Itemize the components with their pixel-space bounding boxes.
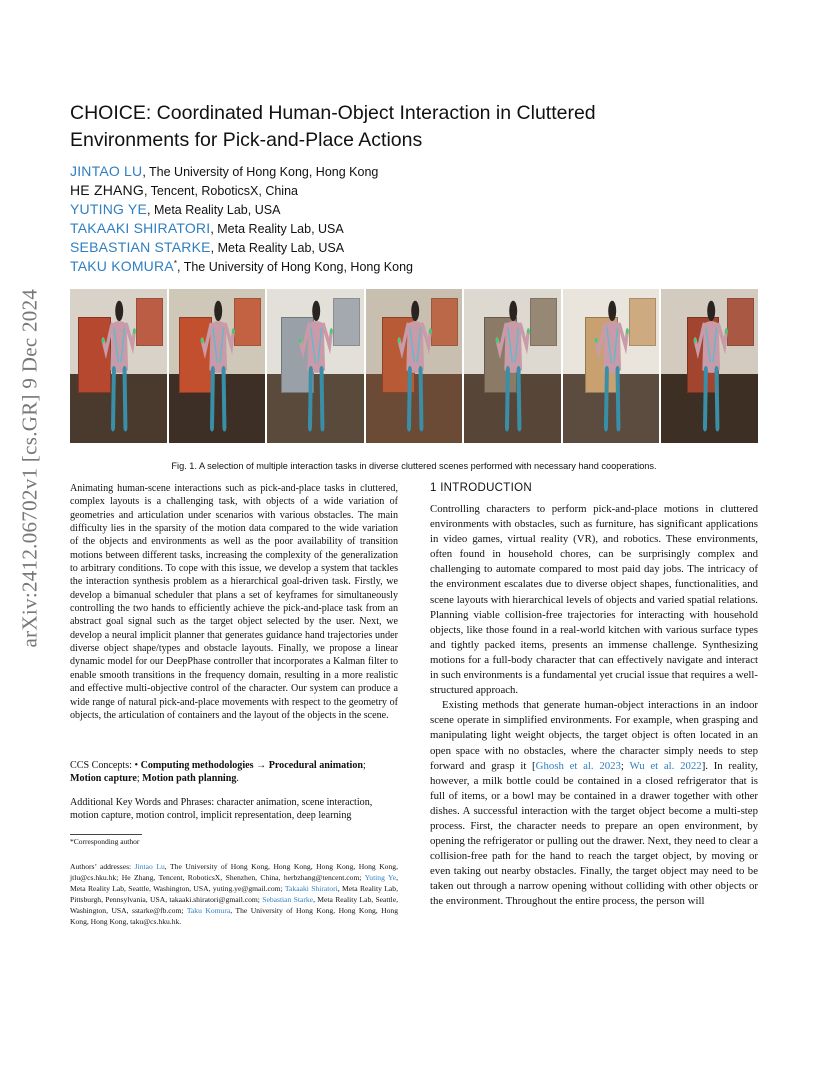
author-affiliation: , The University of Hong Kong, Hong Kong bbox=[176, 260, 413, 274]
author-line bbox=[70, 163, 378, 179]
text-run: ]. In reality, however, a milk bottle could be contained in a closed refrigerator that is full of items, or a bowl may be contained in a drawer together with other dishes. A successful interaction with the target object become a multi-step process. First, the character needs to prepare an open environment, by opening the refrigerator or pulling out the drawer. Next, they need to clear a collision-free path for the hand to reach the target object, by moving or even taking out nearby obstacles. Finally, the target object may need to be taken out through a narrow opening without colliding with other objects or the environment. Throughout the entire process, the person will bbox=[430, 759, 759, 908]
teaser-panel bbox=[464, 289, 561, 443]
text-run: Existing methods that generate human-object interactions in an indoor scene operate in simplified environments. For example, when grasping and manipulating light weight objects, the target object is often located in an open space with no obstacles, where the character simply needs to step forward and grasp it [ bbox=[430, 699, 758, 772]
link[interactable]: Ghosh et al. 2023 bbox=[535, 759, 621, 772]
author-name[interactable]: YUTING YE bbox=[70, 201, 148, 217]
text-run: Authors’ addresses: bbox=[70, 862, 135, 871]
text-run: , Meta Reality Lab, Pittsburgh, Pennsylvania, USA, takaaki.shiratori@gmail.com; bbox=[70, 884, 398, 905]
teaser-panel bbox=[366, 289, 463, 443]
author-affiliation: , Tencent, RoboticsX, China bbox=[143, 184, 298, 198]
text-run: ; bbox=[620, 759, 630, 772]
introduction-body bbox=[430, 502, 758, 910]
teaser-panel bbox=[169, 289, 266, 443]
intro-paragraph-1: Controlling characters to perform pick-and-place motions in cluttered environments with obstacles, such as furniture, has significant applications in video games, virtual reality (VR), and robotics. These environments, often found in household chores, can be surprisingly complex and challenging to automate compared to most paid day jobs. The intricacy of the environment escalates due to diverse object shapes, functionalities, and scene layouts with hierarchical levels of objects and varied spatial relations. Planning viable collision-free trajectories for interacting with household objects, like those found in a real-world kitchen with various surface types and tightly packed items, presents an immense challenge. Synthesizing motions for a full-body character that can effectively navigate and interact in such environments is a fundamental yet crucial issue that requires a well-structured approach. bbox=[430, 503, 758, 697]
link[interactable]: Jintao Lu bbox=[134, 862, 165, 871]
ccs-concept: Computing methodologies → Procedural animation bbox=[140, 760, 364, 771]
ccs-separator: ; bbox=[136, 773, 143, 785]
link[interactable]: Wu et al. 2022 bbox=[629, 759, 702, 772]
text-run: , The University of Hong Kong, Hong Kong, Hong Kong, Hong Kong, jtlu@cs.hku.hk; He Zhang, Tencent, RoboticsX, Shenzhen, China, herbzhang@tencent.com; bbox=[70, 862, 398, 883]
link[interactable]: Takaaki Shiratori bbox=[284, 884, 338, 894]
text-run: , Meta Reality Lab, Seattle, Washington, USA, sstarke@fb.com; bbox=[70, 895, 399, 916]
paper-title: CHOICE: Coordinated Human-Object Interaction in Cluttered Environments for Pick-and-Place Actions bbox=[70, 102, 596, 151]
ccs-concept: Motion capture bbox=[70, 773, 137, 785]
corresponding-mark: * bbox=[173, 258, 177, 268]
corresponding-author-footnote: *Corresponding author bbox=[70, 837, 140, 846]
teaser-figure bbox=[70, 289, 758, 443]
intro-paragraph-2 bbox=[430, 698, 758, 909]
author-line bbox=[70, 201, 280, 217]
author-affiliation: , The University of Hong Kong, Hong Kong bbox=[142, 165, 379, 179]
author-name[interactable]: TAKU KOMURA bbox=[70, 258, 174, 274]
abstract: Animating human-scene interactions such as pick-and-place tasks in cluttered, complex layouts is a challenging task, with objects of a wide variation of geometries and articulation under scenarios with various obstacles. The main difficulty lies in the sparsity of the motion data compared to the wide variation of the objects and environments as well as the poor availability of transition motions between different tasks, increasing the complexity of the generalization to arbitrary conditions. To cope with this issue, we develop a system that tackles the interaction synthesis problem as a hierarchical goal-driven task. Firstly, we develop a bimanual scheduler that plans a set of keyframes for simultaneously controlling the two hands to efficiently achieve the pick-and-place task from an abstract goal signal such as the target object selected by the user. Next, we develop a neural implicit planner that generates guidance hand trajectories under diverse object shape/types and obstacle layouts. Finally, we propose a linear dynamic model for our DeepPhase controller that incorporates a Kalman filter to enable smooth transitions in the frequency domain, resulting in a more realistic and effective multi-objective control of the character. Our system can produce a wide range of natural pick-and-place movements with respect to the geometry of objects, the articulation of containers and the layout of the objects in the scene. bbox=[70, 483, 398, 721]
author-line bbox=[70, 258, 413, 274]
footnote-rule bbox=[70, 834, 142, 835]
author-affiliation: , Meta Reality Lab, USA bbox=[210, 222, 344, 236]
additional-keywords: Additional Key Words and Phrases: character animation, scene interaction, motion capture, motion control, implicit representation, deep learning bbox=[70, 797, 373, 822]
link[interactable]: Yuting Ye bbox=[364, 873, 397, 883]
author-affiliation: , Meta Reality Lab, USA bbox=[210, 241, 345, 255]
author-name[interactable]: JINTAO LU bbox=[70, 163, 143, 179]
teaser-panel bbox=[661, 289, 758, 443]
author-line bbox=[70, 182, 298, 198]
author-name: HE ZHANG bbox=[70, 182, 144, 198]
author-line bbox=[70, 220, 344, 236]
teaser-panel bbox=[267, 289, 364, 443]
ccs-label: CCS Concepts: • bbox=[70, 760, 141, 771]
arxiv-stamp: arXiv:2412.06702v1 [cs.GR] 9 Dec 2024 bbox=[17, 288, 42, 648]
teaser-panel bbox=[563, 289, 660, 443]
ccs-concepts bbox=[70, 759, 398, 786]
author-name[interactable]: SEBASTIAN STARKE bbox=[70, 239, 211, 255]
link[interactable]: Taku Komura bbox=[186, 906, 231, 916]
author-name[interactable]: TAKAAKI SHIRATORI bbox=[70, 220, 211, 236]
teaser-panel bbox=[70, 289, 167, 443]
text-run: , The University of Hong Kong, Hong Kong, Hong Kong, Hong Kong, taku@cs.hku.hk. bbox=[70, 906, 399, 927]
ccs-concept: Motion path planning bbox=[142, 773, 237, 785]
section-heading-introduction: 1 INTRODUCTION bbox=[430, 482, 532, 494]
figure-caption: Fig. 1. A selection of multiple interaction tasks in diverse cluttered scenes performed with necessary hand cooperations. bbox=[171, 461, 657, 471]
author-line bbox=[70, 239, 344, 255]
text-run: , Meta Reality Lab, Seattle, Washington, USA, yuting.ye@gmail.com; bbox=[70, 873, 399, 894]
link[interactable]: Sebastian Starke bbox=[262, 895, 314, 905]
ccs-separator: ; bbox=[363, 760, 366, 771]
author-affiliation: , Meta Reality Lab, USA bbox=[147, 203, 281, 217]
ccs-end: . bbox=[236, 773, 239, 785]
author-addresses bbox=[70, 861, 398, 928]
